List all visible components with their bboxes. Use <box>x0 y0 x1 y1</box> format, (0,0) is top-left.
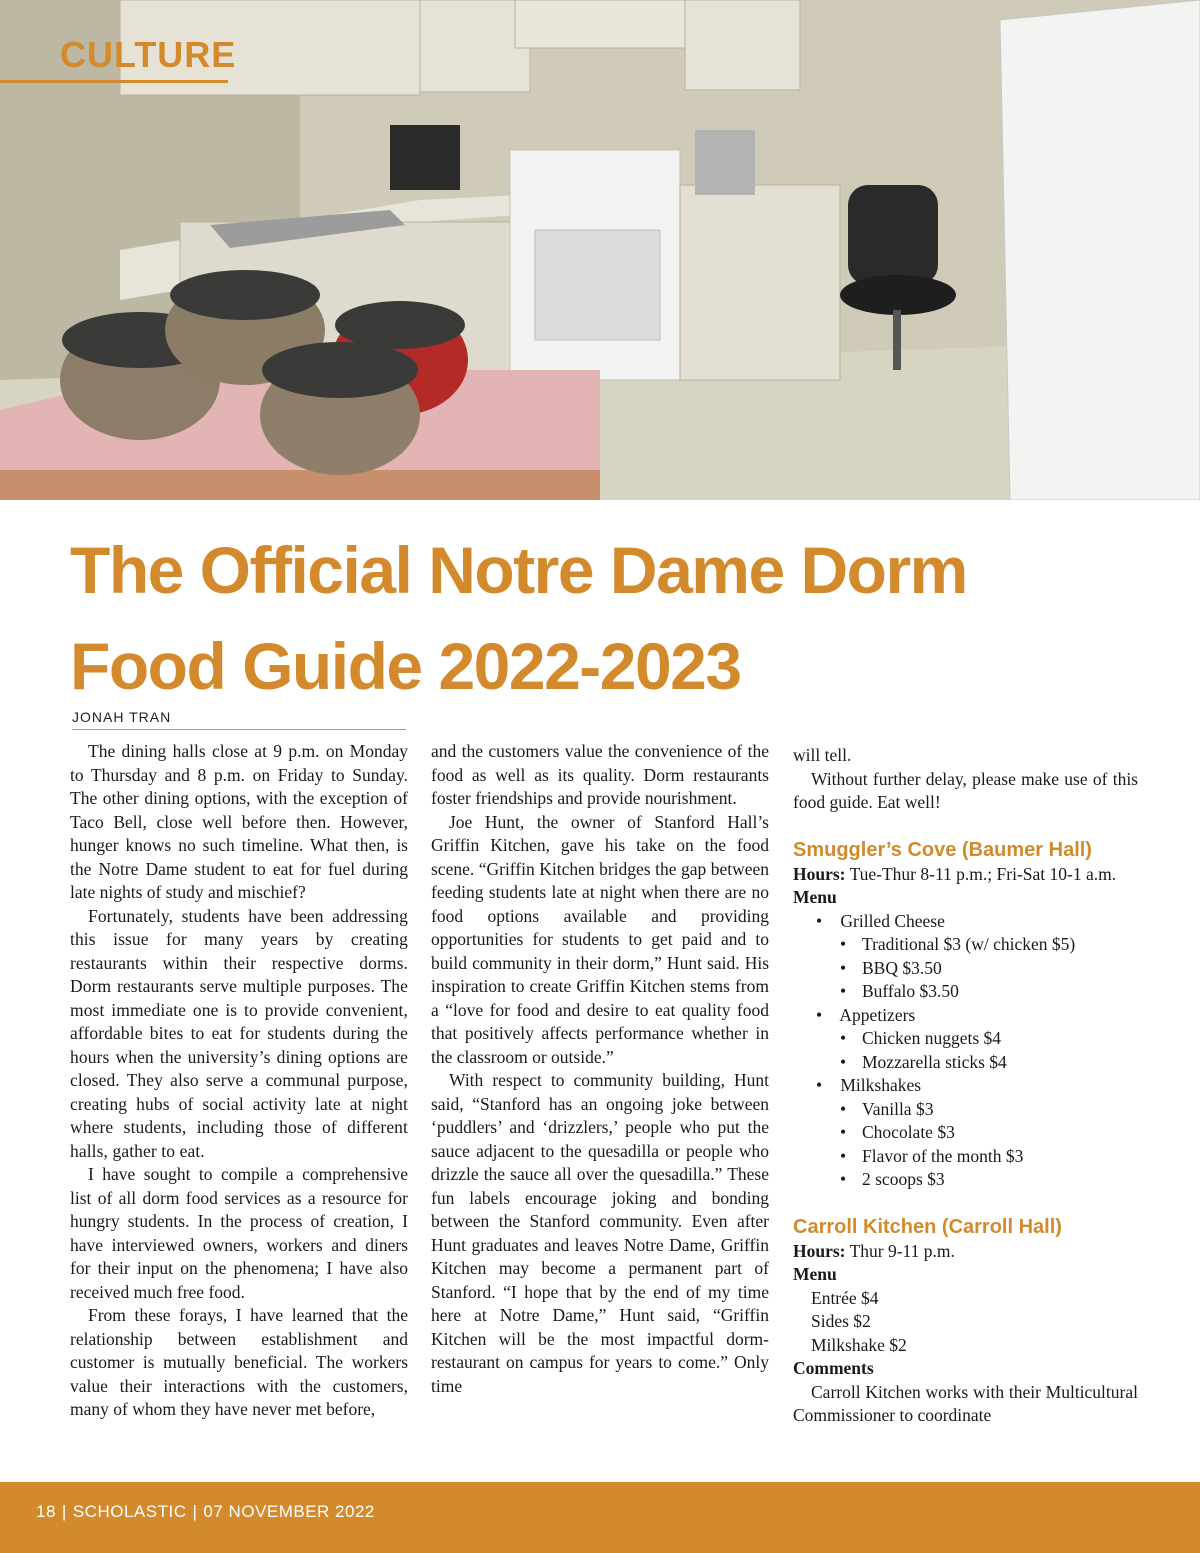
venue-title: Carroll Kitchen (Carroll Hall) <box>793 1215 1062 1238</box>
paragraph: I have sought to compile a comprehensive list of all dorm food services as a resource for hungry students. In the process of creation, I have interviewed owners, workers and diners for their input on the phenomena; I have also received much free food. <box>70 1164 408 1302</box>
menu-group <box>816 1074 1138 1192</box>
venue-title: Smuggler’s Cove (Baumer Hall) <box>793 838 1092 861</box>
menu-item: Milkshake $2 <box>811 1334 907 1355</box>
menu-group-name: Appetizers <box>839 1004 916 1025</box>
publication-name: SCHOLASTIC <box>72 1502 187 1521</box>
menu-group-name: Milkshakes <box>840 1075 922 1095</box>
paragraph: will tell. <box>793 745 852 765</box>
page-number: 18 <box>36 1502 56 1521</box>
headline-line-2: Food Guide 2022-2023 <box>70 629 741 703</box>
menu-item-text: 2 scoops $3 <box>862 1169 945 1189</box>
menu-label: Menu <box>793 1264 837 1284</box>
paragraph: Joe Hunt, the owner of Stanford Hall’s Griffin Kitchen, gave his take on the food scene. “Griffin Kitchen bridges the gap between feeding students late at night when there are no food options available and providing opportunities for students to get paid and to build community in their dorm,” Hunt said. His inspiration to create Griffin Kitchen stems from a “love for food and desire to eat quality food that positively affects performance whether in the classroom or outside.” <box>431 811 769 1067</box>
venue-smugglers-cove <box>793 837 1138 1192</box>
paragraph: The dining halls close at 9 p.m. on Monday to Thursday and 8 p.m. on Friday to Sunday. The other dining options, with the exception of Taco Bell, close well before then. However, hunger knows no such timeline. What then, is the Notre Dame student to eat for fuel during late nights of study and mischief? <box>70 741 408 902</box>
venue-hours <box>793 863 1138 887</box>
menu-item-text: Mozzarella sticks $4 <box>862 1051 1007 1072</box>
menu-item <box>840 1051 1138 1075</box>
column-1 <box>70 740 408 1422</box>
menu-item: Sides $2 <box>811 1311 871 1331</box>
column-2 <box>431 740 769 1398</box>
menu-item <box>840 1098 1138 1122</box>
menu-item <box>840 1168 1138 1192</box>
menu-item-text: Chicken nuggets $4 <box>862 1028 1002 1048</box>
footer-bar <box>0 1482 1200 1553</box>
paragraph: Without further delay, please make use of this food guide. Eat well! <box>793 768 1138 812</box>
menu-group <box>816 910 1138 1004</box>
menu-item-text: Traditional $3 (w/ chicken $5) <box>862 934 1076 954</box>
menu-item-text: Vanilla $3 <box>862 1098 934 1119</box>
headline <box>70 522 1150 714</box>
footer-separator: | <box>192 1502 198 1521</box>
menu-item-text: BBQ $3.50 <box>862 957 942 978</box>
paragraph: With respect to community building, Hunt said, “Stanford has an ongoing joke between ‘puddlers’ and ‘drizzlers,’ people who put the sauce adjacent to the quesadilla or people who drizzle the sauce all over the quesadilla.” These fun labels encourage joking and bonding between the Stanford community. Even after Hunt graduates and leaves Notre Dame, Griffin Kitchen may become a permanent part of Stanford. “I hope that by the end of my time here at Notre Dame,” Hunt said, “Griffin Kitchen will be the most impactful dorm-restaurant on campus for years to come.” Only time <box>431 1070 769 1396</box>
footer-text <box>36 1502 375 1522</box>
hours-value: Tue-Thur 8-11 p.m.; Fri-Sat 10-1 a.m. <box>849 863 1117 884</box>
menu-item <box>840 1027 1138 1051</box>
menu-item <box>840 933 1138 957</box>
comments-label: Comments <box>793 1358 874 1378</box>
menu-item <box>840 957 1138 981</box>
comments-text: Carroll Kitchen works with their Multicultural Commissioner to coordinate <box>793 1381 1138 1425</box>
menu-item <box>840 980 1138 1004</box>
hours-label: Hours: <box>793 863 846 884</box>
venue-carroll-kitchen <box>793 1214 1138 1428</box>
menu-item: Entrée $4 <box>811 1287 879 1308</box>
paragraph: Fortunately, students have been addressing this issue for many years by creating restaurants within their respective dorms. Dorm restaurants serve multiple purposes. The most immediate one is to provide convenient, affordable bites to eat for students during the hours when the university’s dining options are closed. They also serve a communal purpose, creating hubs of social activity late at night where students, including those of different halls, gather to eat. <box>70 905 408 1161</box>
menu-item-text: Chocolate $3 <box>862 1122 955 1142</box>
menu-label: Menu <box>793 887 837 907</box>
headline-line-1: The Official Notre Dame Dorm <box>70 533 967 607</box>
column-3 <box>793 740 1138 1428</box>
menu-item-text: Buffalo $3.50 <box>862 981 959 1001</box>
menu-item-text: Flavor of the month $3 <box>862 1145 1024 1166</box>
issue-date: 07 NOVEMBER 2022 <box>203 1502 375 1521</box>
paragraph: and the customers value the convenience of the food as well as its quality. Dorm restaurants foster friendships and provide nourishment. <box>431 741 769 808</box>
paragraph: From these forays, I have learned that the relationship between establishment and customer is mutually beneficial. The workers value their interactions with the customers, many of whom they have never met before, <box>70 1305 408 1419</box>
venue-hours <box>793 1240 1138 1264</box>
menu-group-name: Grilled Cheese <box>840 910 945 931</box>
byline: JONAH TRAN <box>72 709 406 730</box>
menu-item <box>840 1145 1138 1169</box>
hours-value: Thur 9-11 p.m. <box>849 1240 955 1261</box>
menu-group <box>816 1004 1138 1075</box>
section-rule <box>0 80 228 83</box>
section-tag: CULTURE <box>60 34 237 75</box>
footer-separator: | <box>61 1502 67 1521</box>
menu-item <box>840 1121 1138 1145</box>
menu-list <box>816 910 1138 1192</box>
hours-label: Hours: <box>793 1240 846 1261</box>
